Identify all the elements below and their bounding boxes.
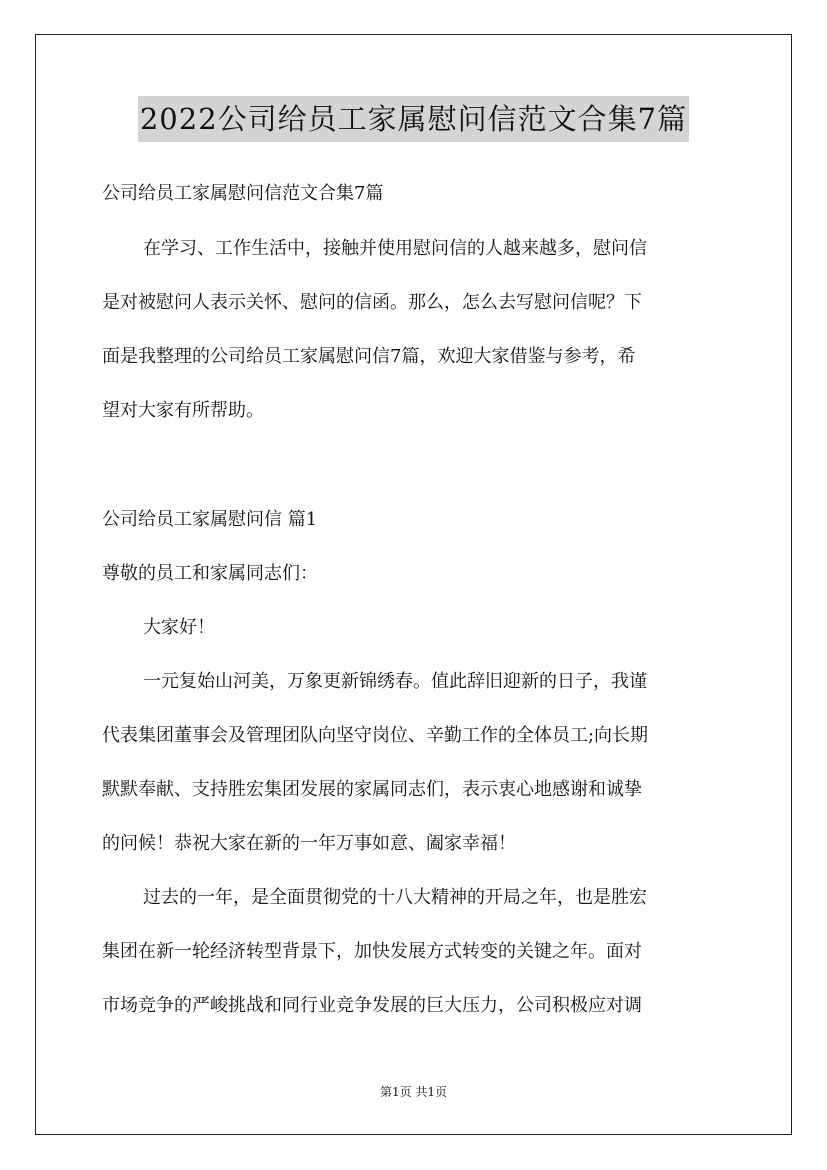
- greeting: 大家好！: [143, 617, 215, 638]
- section-heading: 公司给员工家属慰问信 篇1: [102, 509, 318, 530]
- paragraph2-line-3: 市场竞争的严峻挑战和同行业竞争发展的巨大压力，公司积极应对调: [102, 995, 642, 1016]
- intro-line-3: 面是我整理的公司给员工家属慰问信7篇，欢迎大家借鉴与参考，希: [102, 346, 636, 367]
- document-title: 2022公司给员工家属慰问信范文合集7篇: [138, 96, 689, 142]
- page-number-footer: 第1页 共1页: [379, 1085, 448, 1099]
- title-container: [0, 96, 827, 142]
- intro-line-1: 在学习、工作生活中，接触并使用慰问信的人越来越多，慰问信: [143, 238, 647, 259]
- paragraph2-line-1: 过去的一年，是全面贯彻党的十八大精神的开局之年，也是胜宏: [143, 887, 647, 908]
- paragraph1-line-2: 代表集团董事会及管理团队向坚守岗位、辛勤工作的全体员工;向长期: [102, 725, 649, 746]
- paragraph1-line-3: 默默奉献、支持胜宏集团发展的家属同志们，表示衷心地感谢和诚挚: [102, 779, 642, 800]
- paragraph2-line-2: 集团在新一轮经济转型背景下，加快发展方式转变的关键之年。面对: [102, 941, 642, 962]
- document-subtitle: 公司给员工家属慰问信范文合集7篇: [102, 183, 384, 204]
- intro-line-4: 望对大家有所帮助。: [102, 400, 264, 421]
- intro-line-2: 是对被慰问人表示关怀、慰问的信函。那么，怎么去写慰问信呢？下: [102, 292, 642, 313]
- paragraph1-line-1: 一元复始山河美，万象更新锦绣春。值此辞旧迎新的日子，我谨: [143, 671, 647, 692]
- paragraph1-line-4: 的问候！恭祝大家在新的一年万事如意、阖家幸福！: [102, 833, 516, 854]
- salutation: 尊敬的员工和家属同志们：: [102, 563, 318, 584]
